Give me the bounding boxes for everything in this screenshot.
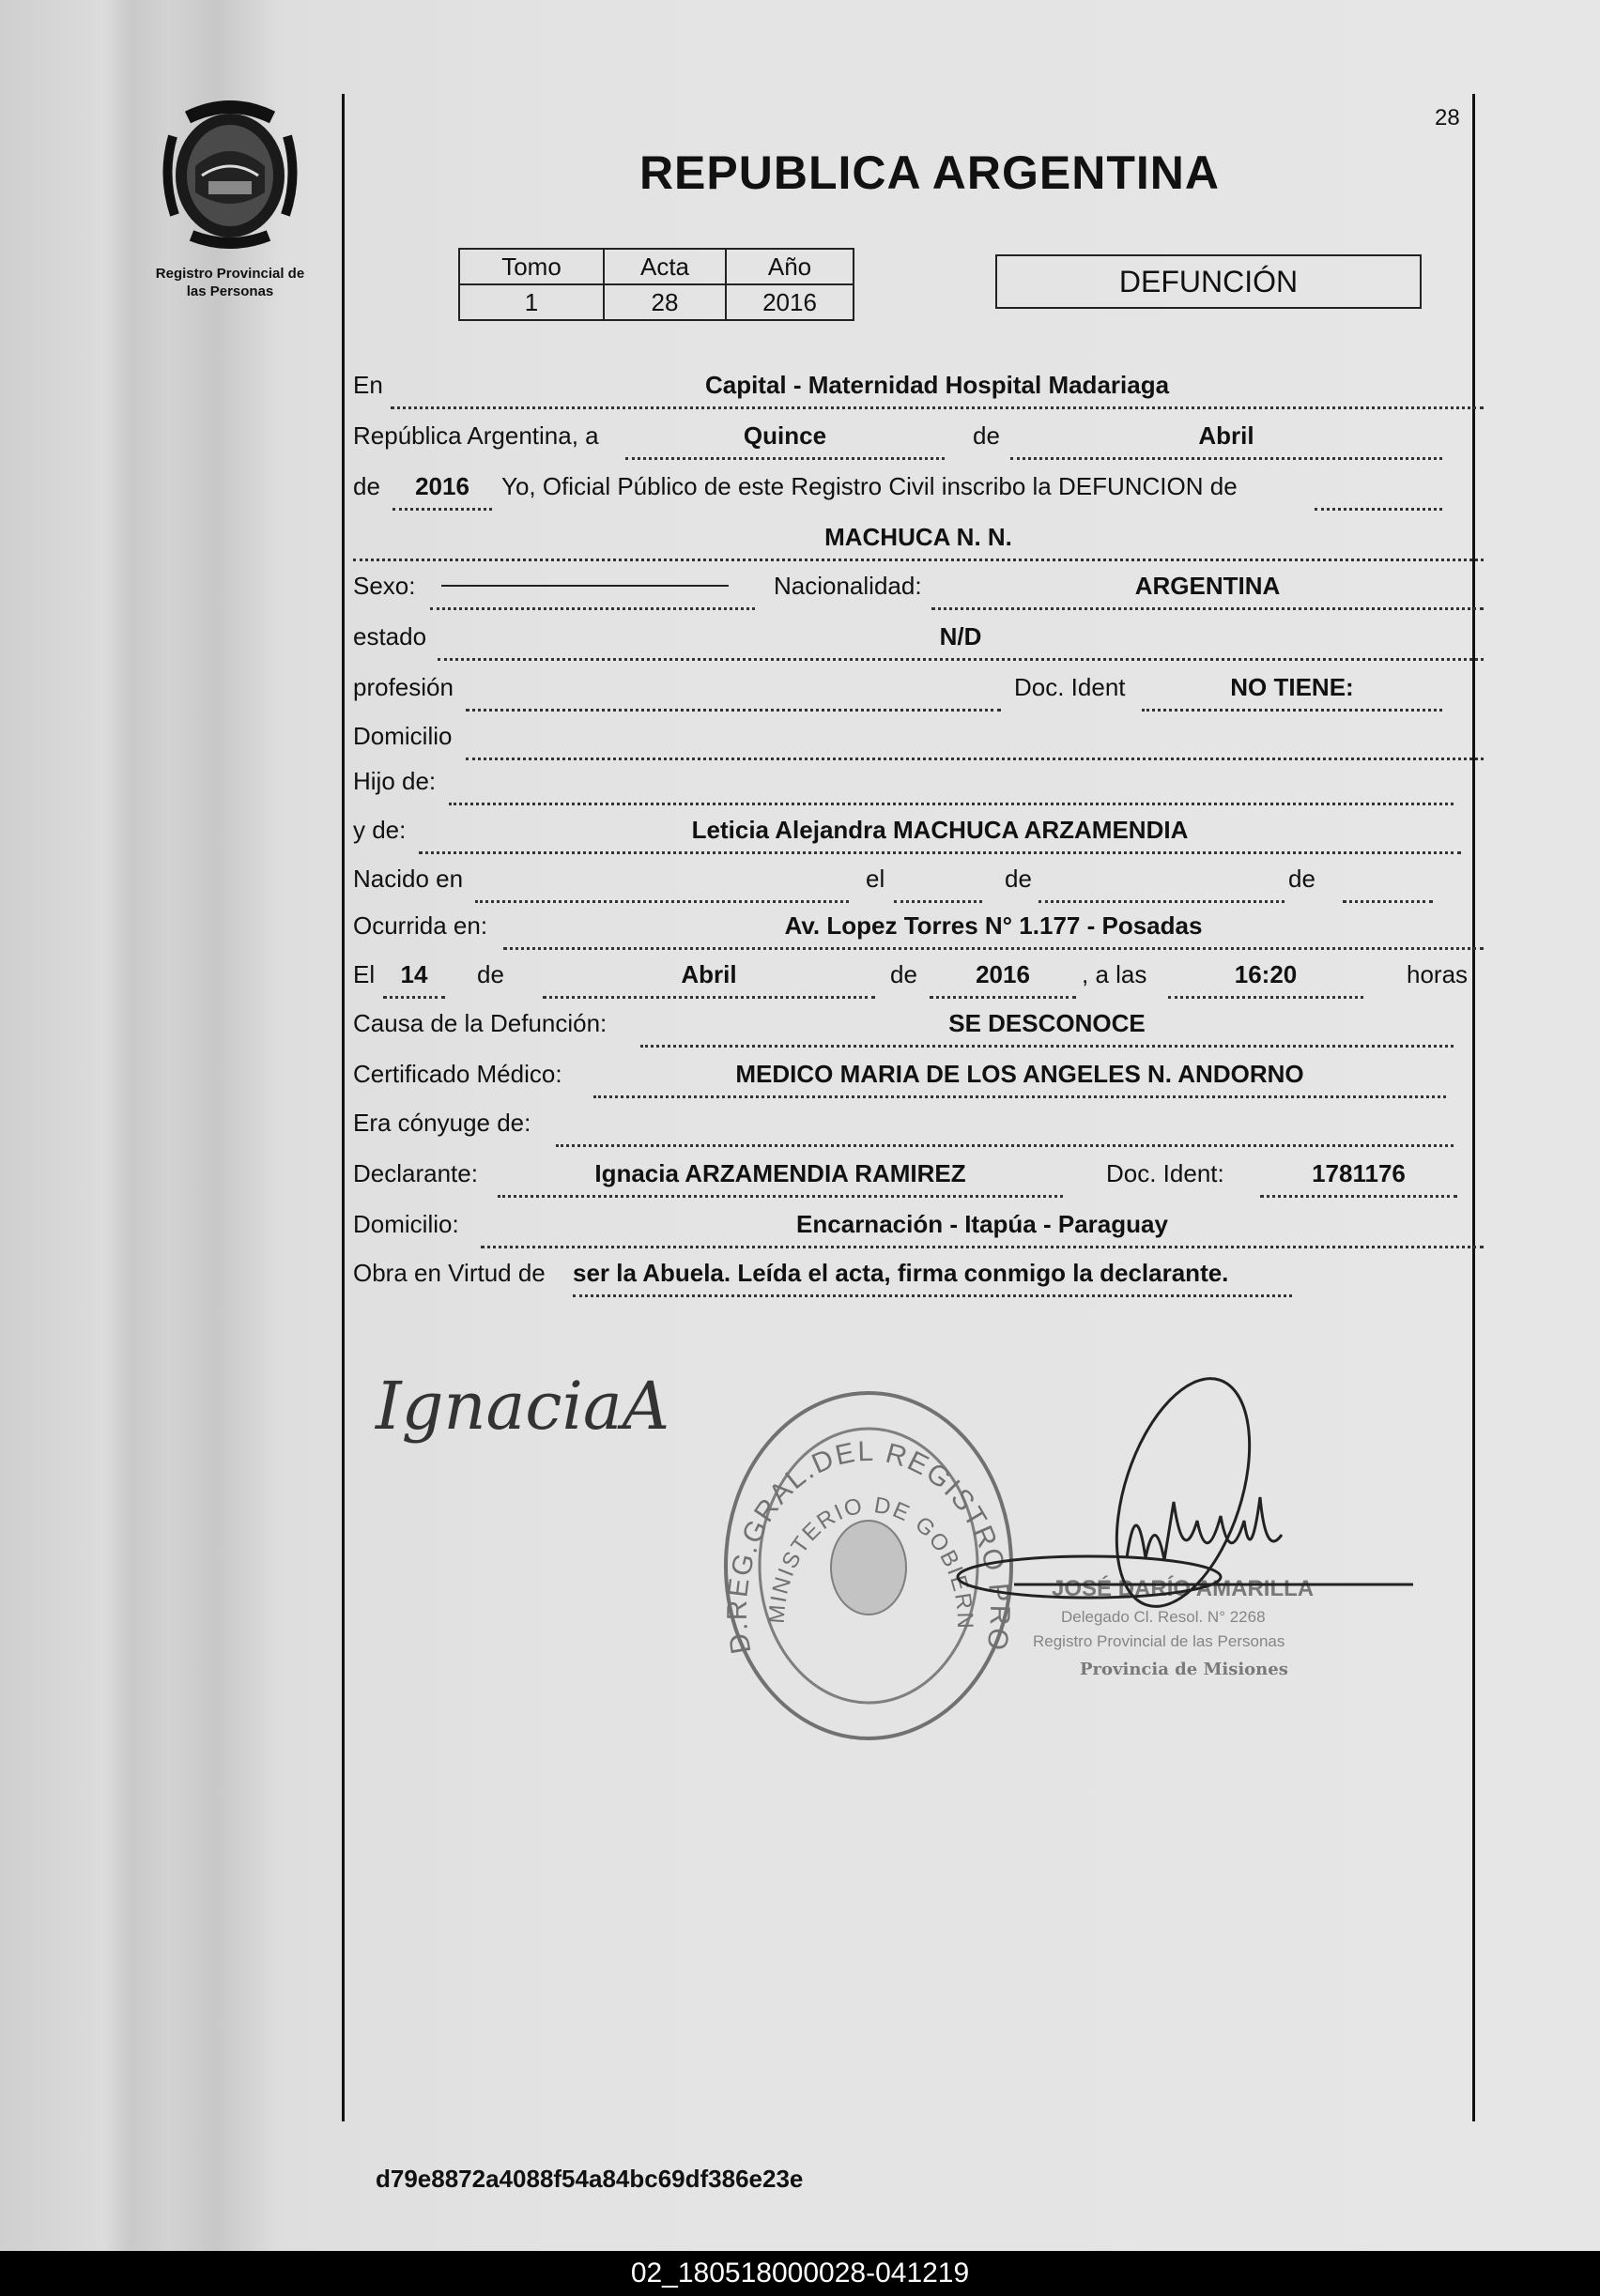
row-y-de bbox=[353, 816, 1485, 853]
logo-caption-line1: Registro Provincial de bbox=[155, 266, 305, 282]
field-obra: ser la Abuela. Leída el acta, firma conmigo la declarante. bbox=[573, 1259, 1292, 1297]
field-declarante: Ignacia ARZAMENDIA RAMIREZ bbox=[498, 1159, 1063, 1198]
field-doc-ident: NO TIENE: bbox=[1142, 673, 1442, 712]
text-oficial-publico: Yo, Oficial Público de este Registro Civil inscribo la DEFUNCION de bbox=[501, 472, 1238, 500]
field-sexo bbox=[430, 572, 755, 610]
label-profesion: profesión bbox=[353, 673, 454, 701]
row-republica bbox=[353, 421, 1485, 459]
label-ocurrida: Ocurrida en: bbox=[353, 911, 488, 940]
field-domicilio2: Encarnación - Itapúa - Paraguay bbox=[481, 1210, 1484, 1248]
field-conyuge bbox=[556, 1109, 1454, 1147]
field-place: Capital - Maternidad Hospital Madariaga bbox=[391, 371, 1484, 409]
label-el: El bbox=[353, 960, 376, 988]
official-name: JOSÉ DARÍO AMARILLA bbox=[1052, 1576, 1315, 1601]
label-obra: Obra en Virtud de bbox=[353, 1259, 546, 1287]
header-tomo: Tomo bbox=[459, 249, 604, 284]
row-hijo bbox=[353, 767, 1485, 804]
record-value-row bbox=[459, 284, 854, 320]
row-nacido bbox=[353, 865, 1485, 902]
signature-area bbox=[357, 1342, 1437, 1755]
official-name-stamp bbox=[1033, 1575, 1314, 1679]
header-acta: Acta bbox=[604, 249, 726, 284]
value-tomo: 1 bbox=[459, 284, 604, 320]
row-domicilio bbox=[353, 722, 1485, 759]
row-declarante bbox=[353, 1159, 1485, 1197]
label-y-de: y de: bbox=[353, 816, 407, 844]
label-rep-de: de bbox=[973, 421, 1000, 450]
row-obra bbox=[353, 1259, 1485, 1296]
label-republica: República Argentina, a bbox=[353, 421, 599, 450]
row-en bbox=[353, 371, 1485, 408]
row-conyuge bbox=[353, 1109, 1485, 1146]
label-nacido-de2: de bbox=[1288, 865, 1315, 893]
field-estado: N/D bbox=[438, 622, 1484, 661]
record-type-box bbox=[995, 254, 1422, 309]
record-table bbox=[458, 248, 854, 321]
label-domicilio2: Domicilio: bbox=[353, 1210, 459, 1238]
footer-bar bbox=[0, 2251, 1600, 2296]
label-doc-ident: Doc. Ident bbox=[1014, 673, 1126, 701]
label-en: En bbox=[353, 371, 383, 399]
field-causa: SE DESCONOCE bbox=[640, 1009, 1454, 1048]
label-year-de: de bbox=[353, 472, 380, 500]
field-hijo-de bbox=[449, 767, 1454, 805]
row-name bbox=[353, 523, 1485, 560]
official-province: Provincia de Misiones bbox=[1080, 1660, 1288, 1679]
stamp-inner-text: MINISTERIO DE GOBIERN bbox=[763, 1492, 978, 1631]
sexo-dash-line bbox=[441, 585, 729, 587]
value-acta: 28 bbox=[604, 284, 726, 320]
label-death-de2: de bbox=[890, 960, 917, 988]
label-nacido-de1: de bbox=[1005, 865, 1032, 893]
field-registration-year: 2016 bbox=[392, 472, 492, 511]
row-certificado bbox=[353, 1060, 1485, 1097]
label-domicilio: Domicilio bbox=[353, 722, 453, 750]
field-death-year: 2016 bbox=[930, 960, 1076, 999]
field-nacionalidad: ARGENTINA bbox=[931, 572, 1484, 610]
handwritten-signature: IgnaciaA bbox=[376, 1368, 670, 1445]
field-profesion bbox=[466, 673, 1001, 712]
label-a-las: , a las bbox=[1082, 960, 1147, 988]
official-signature bbox=[958, 1362, 1413, 1623]
field-birth-day bbox=[894, 865, 982, 903]
label-declarante: Declarante: bbox=[353, 1159, 478, 1187]
field-certificado: MEDICO MARIA DE LOS ANGELES N. ANDORNO bbox=[593, 1060, 1446, 1098]
document-hash: d79e8872a4088f54a84bc69df386e23e bbox=[376, 2165, 804, 2193]
row-domicilio2 bbox=[353, 1210, 1485, 1247]
official-position: Delegado Cl. Resol. N° 2268 bbox=[1061, 1608, 1266, 1626]
row-death-date bbox=[353, 960, 1485, 998]
label-decl-doc: Doc. Ident: bbox=[1106, 1159, 1224, 1187]
field-registration-month: Abril bbox=[1010, 421, 1442, 460]
row-sexo bbox=[353, 572, 1485, 609]
stamp-ring-text: D.REG.GRAL.DEL REGISTRO PRO bbox=[721, 1435, 1016, 1657]
logo-caption bbox=[131, 265, 329, 300]
official-registry: Registro Provincial de las Personas bbox=[1033, 1632, 1285, 1650]
field-birth-month bbox=[1038, 865, 1285, 903]
field-domicilio bbox=[466, 722, 1484, 760]
label-death-de1: de bbox=[477, 960, 504, 988]
field-ocurrida: Av. Lopez Torres N° 1.177 - Posadas bbox=[503, 911, 1484, 950]
page-number: 28 bbox=[1435, 105, 1460, 130]
field-death-month: Abril bbox=[543, 960, 875, 999]
field-death-time: 16:20 bbox=[1168, 960, 1363, 999]
label-causa: Causa de la Defunción: bbox=[353, 1009, 608, 1037]
field-death-day: 14 bbox=[383, 960, 445, 999]
label-nacido-en: Nacido en bbox=[353, 865, 464, 893]
label-nacionalidad: Nacionalidad: bbox=[774, 572, 922, 600]
footer-code: 02_180518000028-041219 bbox=[630, 2258, 970, 2288]
left-margin-line bbox=[342, 94, 345, 2121]
label-conyuge: Era cónyuge de: bbox=[353, 1109, 531, 1137]
record-type-label: DEFUNCIÓN bbox=[1118, 264, 1299, 298]
record-header-row bbox=[459, 249, 854, 284]
header-ano: Año bbox=[726, 249, 854, 284]
field-blank-after-de bbox=[1315, 472, 1442, 511]
label-certificado: Certificado Médico: bbox=[353, 1060, 562, 1088]
document-title: REPUBLICA ARGENTINA bbox=[638, 146, 1221, 199]
field-birth-year bbox=[1343, 865, 1433, 903]
field-registration-day: Quince bbox=[625, 421, 945, 460]
signatures-svg bbox=[357, 1342, 1437, 1755]
value-ano: 2016 bbox=[726, 284, 854, 320]
row-estado bbox=[353, 622, 1485, 660]
label-sexo: Sexo: bbox=[353, 572, 416, 600]
field-decl-doc: 1781176 bbox=[1260, 1159, 1457, 1198]
field-deceased-name: MACHUCA N. N. bbox=[353, 523, 1484, 561]
logo-caption-line2: las Personas bbox=[186, 283, 274, 299]
field-mother: Leticia Alejandra MACHUCA ARZAMENDIA bbox=[419, 816, 1461, 854]
label-estado: estado bbox=[353, 622, 427, 651]
label-nacido-el: el bbox=[866, 865, 885, 893]
row-causa bbox=[353, 1009, 1485, 1047]
row-profesion bbox=[353, 673, 1485, 711]
row-year bbox=[353, 472, 1485, 510]
label-horas: horas bbox=[1407, 960, 1469, 988]
row-ocurrida bbox=[353, 911, 1485, 949]
province-seal-logo bbox=[160, 99, 300, 249]
label-hijo: Hijo de: bbox=[353, 767, 437, 795]
field-nacido-en bbox=[475, 865, 849, 903]
